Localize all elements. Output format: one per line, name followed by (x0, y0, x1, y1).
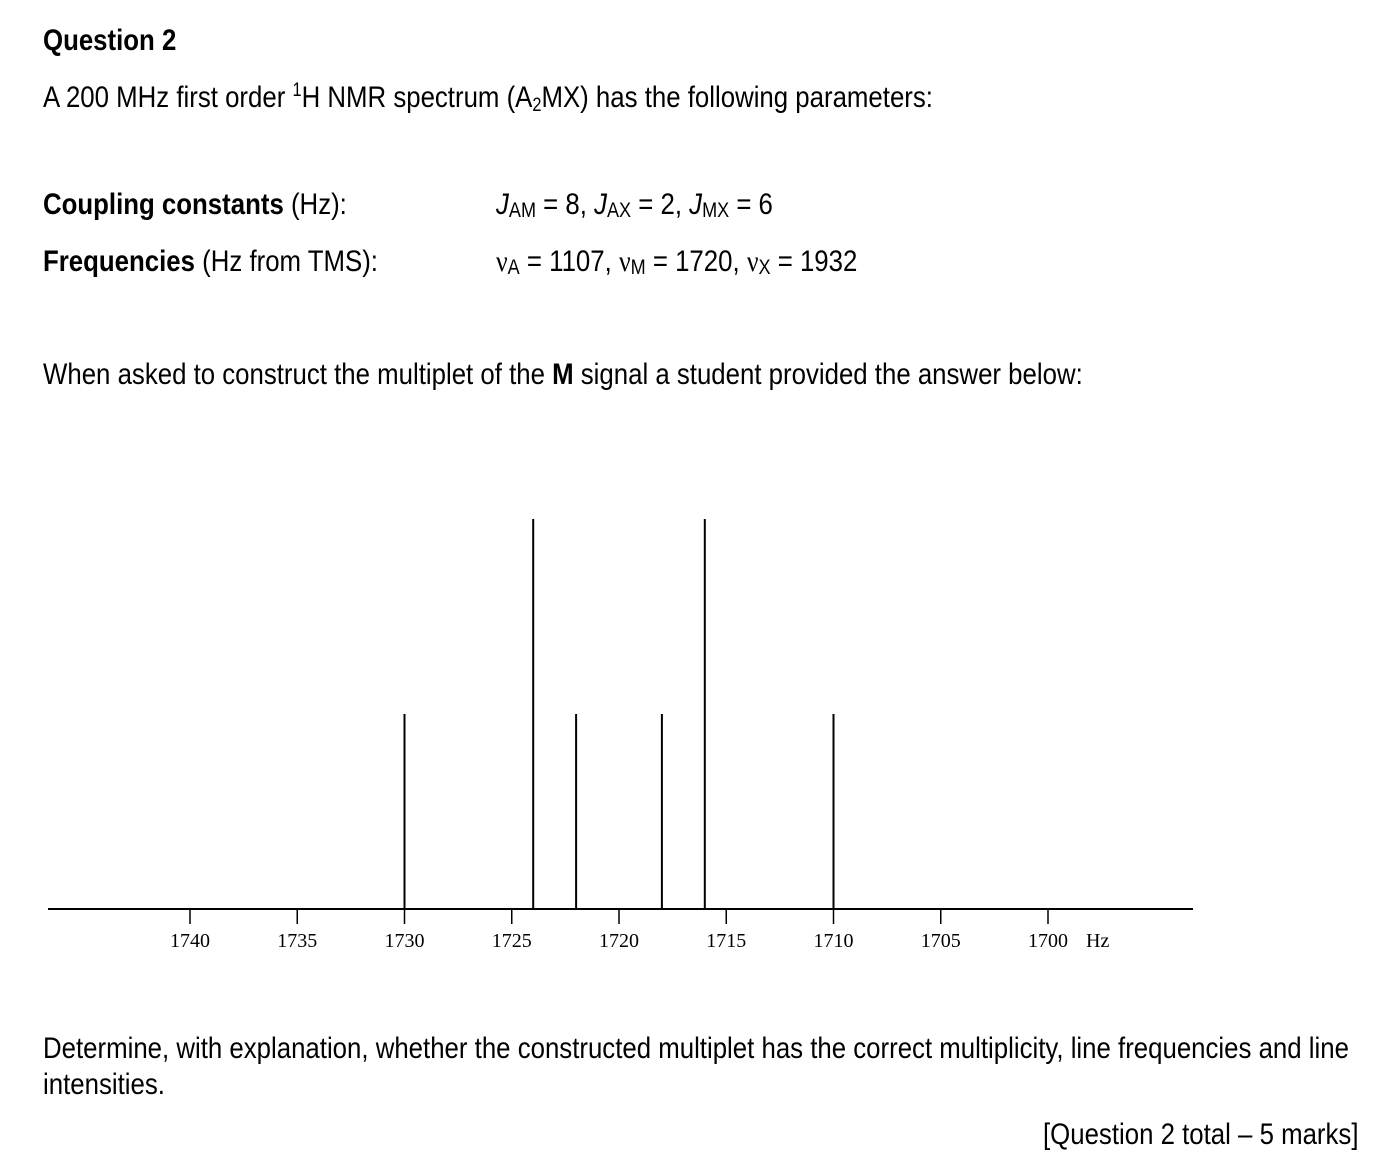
axis-tick-label: 1720 (599, 930, 639, 952)
frequencies-label: Frequencies (Hz from TMS): (43, 245, 378, 278)
axis-tick-label: 1725 (491, 930, 532, 952)
axis-tick-label: 1740 (170, 930, 210, 952)
task-text-line2: intensities. (43, 1068, 165, 1101)
axis-tick-label: 1735 (277, 930, 318, 952)
coupling-values: JAM = 8, JAX = 2, JMX = 6 (496, 188, 773, 222)
axis-tick-label: 1715 (706, 930, 747, 952)
axis-tick-label: 1730 (384, 930, 425, 952)
coupling-label: Coupling constants (Hz): (43, 188, 347, 221)
question-title: Question 2 (43, 24, 177, 57)
frequencies-values: νA = 1107, νM = 1720, νX = 1932 (496, 245, 858, 279)
axis-tick-label: 1705 (920, 930, 961, 952)
task-text-line1: Determine, with explanation, whether the constructed multiplet has the correct multiplicity, line frequencies and line (43, 1032, 1349, 1065)
intro-text: A 200 MHz first order $^1$H NMR spectrum $(A_2MX)$ has the following parameters: (43, 80, 933, 116)
axis-unit-label: Hz (1086, 930, 1110, 952)
question-marks: [Question 2 total – 5 marks] (1043, 1118, 1359, 1151)
prompt-text: When asked to construct the multiplet of the M signal a student provided the answer below: (43, 358, 1083, 391)
axis-tick-label: 1700 (1028, 930, 1068, 952)
nmr-stick-spectrum (0, 500, 1386, 970)
axis-tick-label: 1710 (813, 930, 854, 952)
